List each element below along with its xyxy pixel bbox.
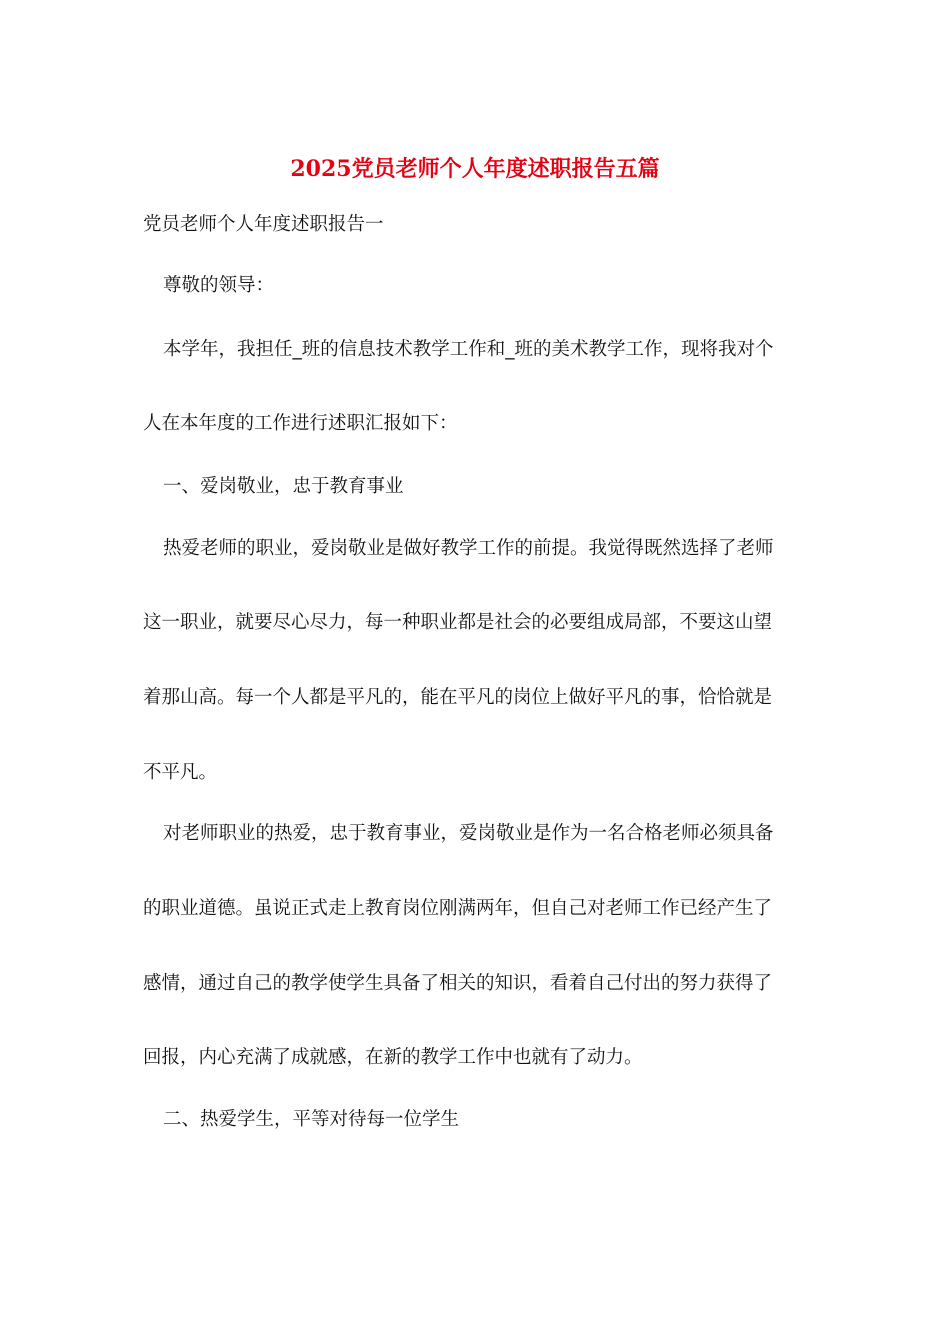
paragraph-line: 这一职业，就要尽心尽力，每一种职业都是社会的必要组成局部，不要这山望 [143,612,773,633]
paragraph-line: 本学年，我担任_班的信息技术教学工作和_班的美术教学工作，现将我对个 [163,339,774,360]
paragraph-line: 不平凡。 [143,762,218,783]
document-title: 2025党员老师个人年度述职报告五篇 [290,156,660,182]
section-heading: 一、爱岗敬业，忠于教育事业 [163,476,404,497]
paragraph-line: 人在本年度的工作进行述职汇报如下： [143,413,458,434]
paragraph-line: 感情，通过自己的教学使学生具备了相关的知识，看着自己付出的努力获得了 [143,973,773,994]
paragraph-line: 回报，内心充满了成就感，在新的教学工作中也就有了动力。 [143,1047,643,1068]
paragraph-line: 着那山高。每一个人都是平凡的，能在平凡的岗位上做好平凡的事，恰恰就是 [143,687,773,708]
section-heading-report-one: 党员老师个人年度述职报告一 [143,214,384,235]
paragraph-line: 对老师职业的热爱，忠于教育事业，爱岗敬业是作为一名合格老师必须具备 [163,823,774,844]
paragraph-line: 热爱老师的职业，爱岗敬业是做好教学工作的前提。我觉得既然选择了老师 [163,538,774,559]
salutation: 尊敬的领导： [163,275,275,296]
section-heading: 二、热爱学生，平等对待每一位学生 [163,1109,460,1130]
paragraph-line: 的职业道德。虽说正式走上教育岗位刚满两年，但自己对老师工作已经产生了 [143,898,773,919]
